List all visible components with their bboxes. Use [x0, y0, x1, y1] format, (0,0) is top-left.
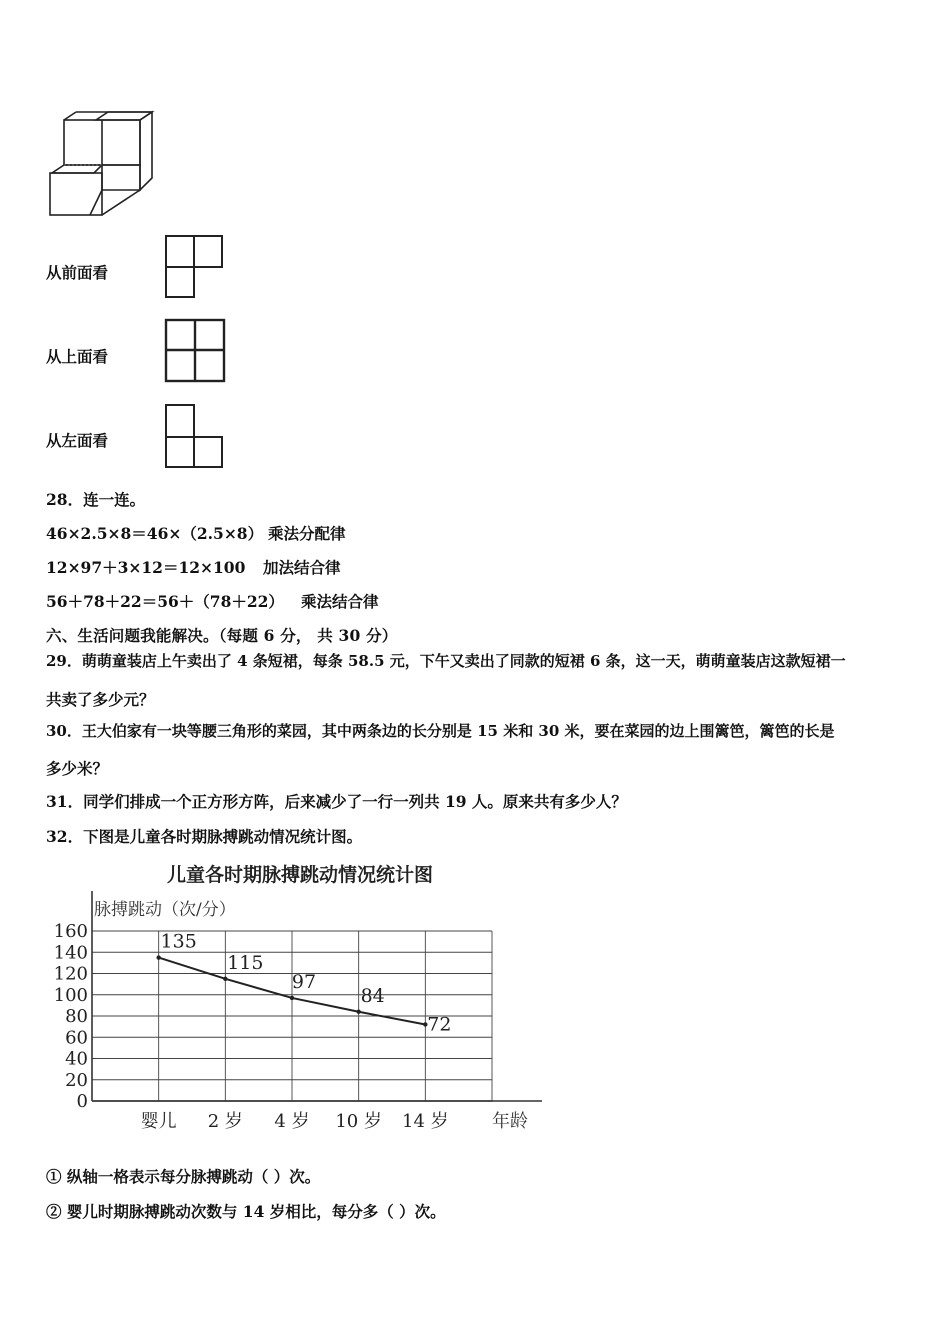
chart-title: 儿童各时期脉搏跳动情况统计图 — [166, 864, 434, 886]
q31-text: 31．同学们排成一个正方形方阵，后来减少了一行一列共 19 人。原来共有多少人？ — [46, 792, 627, 811]
y-tick-label: 120 — [53, 963, 88, 985]
data-point — [290, 996, 294, 1000]
y-tick-label: 100 — [53, 984, 88, 1006]
y-tick-label: 80 — [65, 1006, 88, 1027]
view-top-label: 从上面看 — [46, 347, 109, 366]
data-point — [156, 955, 160, 959]
q28-expr-3: 56＋78＋22＝56＋（78＋22） — [46, 592, 284, 611]
q32-sub-2: ② 婴儿时期脉搏跳动次数与 14 岁相比，每分多（ ）次。 — [46, 1202, 446, 1221]
q30-line-2: 多少米？ — [46, 759, 109, 778]
x-tick-label: 4 岁 — [274, 1111, 310, 1132]
q28-law-1: 乘法分配律 — [268, 524, 346, 543]
y-tick-label: 40 — [65, 1048, 88, 1070]
view-top-figure — [164, 318, 228, 384]
data-label: 135 — [160, 930, 197, 953]
data-label: 115 — [227, 951, 264, 974]
q29-line-1: 29．萌萌童装店上午卖出了 4 条短裙，每条 58.5 元，下午又卖出了同款的短裙 6 条，这一天，萌萌童装店这款短裙一 — [46, 652, 846, 670]
data-point — [356, 1010, 360, 1014]
chart-x-axis-label: 年龄 — [492, 1111, 528, 1132]
chart-y-axis-label: 脉搏跳动（次/分） — [94, 900, 236, 920]
cube-solid-figure — [44, 100, 159, 220]
q28-title: 28．连一连。 — [46, 490, 146, 509]
x-tick-label: 10 岁 — [335, 1111, 382, 1132]
q28-law-2: 加法结合律 — [263, 558, 341, 577]
y-tick-label: 0 — [76, 1091, 88, 1112]
x-tick-label: 2 岁 — [207, 1111, 243, 1132]
data-label: 84 — [360, 984, 385, 1007]
y-tick-label: 140 — [53, 942, 88, 964]
q28-law-3: 乘法结合律 — [301, 592, 379, 611]
section-6-heading: 六、生活问题我能解决。（每题 6 分， 共 30 分） — [46, 626, 398, 645]
q28-expr-1: 46×2.5×8＝46×（2.5×8） — [46, 524, 264, 543]
q32-sub-1: ① 纵轴一格表示每分脉搏跳动（ ）次。 — [46, 1167, 321, 1186]
x-tick-label: 14 岁 — [402, 1111, 449, 1132]
q32-intro: 32．下图是儿童各时期脉搏跳动情况统计图。 — [46, 827, 363, 846]
view-front-figure — [164, 234, 226, 300]
q29-line-2: 共卖了多少元？ — [46, 690, 155, 709]
view-front-label: 从前面看 — [46, 263, 109, 282]
view-left-label: 从左面看 — [46, 431, 109, 450]
data-label: 97 — [291, 970, 317, 993]
q28-expr-2: 12×97＋3×12＝12×100 — [46, 558, 246, 577]
y-tick-label: 60 — [65, 1027, 88, 1049]
q30-line-1: 30．王大伯家有一块等腰三角形的菜园，其中两条边的长分别是 15 米和 30 米，要在菜园的边上围篱笆，篱笆的长是 — [46, 722, 835, 740]
y-tick-label: 20 — [65, 1069, 88, 1091]
data-label: 72 — [427, 1013, 452, 1036]
x-tick-label: 婴儿 — [140, 1111, 177, 1132]
view-left-figure — [164, 403, 226, 470]
y-tick-label: 160 — [53, 921, 88, 942]
pulse-line-chart — [40, 855, 560, 1140]
data-point — [223, 977, 227, 981]
